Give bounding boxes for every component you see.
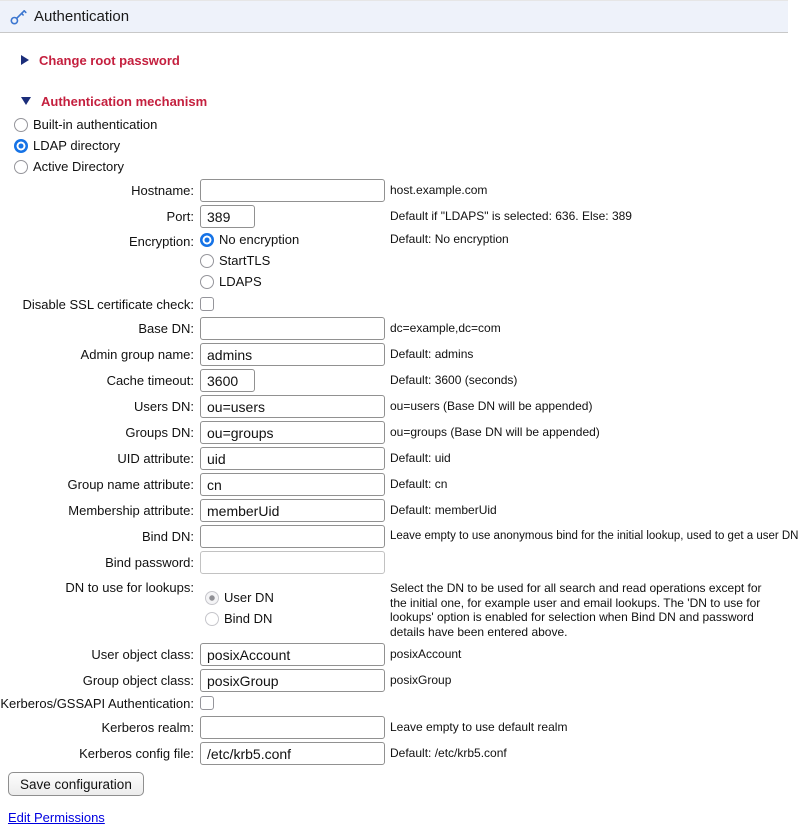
base-dn-row <box>0 317 788 340</box>
bind-dn-row <box>0 525 799 548</box>
mechanism-option-ldap[interactable] <box>14 137 788 154</box>
lookup-dn-hint: Select the DN to be used for all search and read operations except for the initial one, for example user and email lookups. The 'DN to use for lookups' option is enabled for selection when Bind DN and password details have been entered above. <box>390 581 762 639</box>
uid-attribute-hint: Default: uid <box>390 451 451 465</box>
encryption-option-none[interactable] <box>200 231 299 248</box>
user-object-class-input[interactable] <box>200 643 385 666</box>
disable-ssl-check-row <box>0 296 788 313</box>
kerberos-realm-hint: Leave empty to use default realm <box>390 720 568 734</box>
groups-dn-row <box>0 421 788 444</box>
lookup-option-bind-dn <box>205 610 274 627</box>
section-authentication-mechanism[interactable] <box>0 93 788 109</box>
admin-group-label: Admin group name: <box>80 347 194 362</box>
radio-disabled-selected-icon <box>205 591 219 605</box>
group-name-attribute-row <box>0 473 788 496</box>
cache-timeout-hint: Default: 3600 (seconds) <box>390 373 518 387</box>
radio-unselected-icon <box>14 160 28 174</box>
bind-password-label: Bind password: <box>105 555 194 570</box>
bind-password-input[interactable] <box>200 551 385 574</box>
encryption-option-ldaps[interactable] <box>200 273 299 290</box>
radio-unselected-icon <box>200 275 214 289</box>
port-label: Port: <box>166 209 194 224</box>
port-hint: Default if "LDAPS" is selected: 636. Else: 389 <box>390 209 632 223</box>
kerberos-gssapi-label: Kerberos/GSSAPI Authentication: <box>0 696 194 711</box>
membership-attribute-input[interactable] <box>200 499 385 522</box>
bind-dn-hint: Leave empty to use anonymous bind for the initial lookup, used to get a user DN <box>390 530 799 542</box>
group-name-attribute-input[interactable] <box>200 473 385 496</box>
base-dn-label: Base DN: <box>138 321 194 336</box>
groups-dn-hint: ou=groups (Base DN will be appended) <box>390 425 600 439</box>
mechanism-radio-group <box>0 116 788 175</box>
admin-group-row <box>0 343 788 366</box>
kerberos-config-input[interactable] <box>200 742 385 765</box>
radio-disabled-icon <box>205 612 219 626</box>
radio-label: Active Directory <box>33 159 125 174</box>
kerberos-realm-label: Kerberos realm: <box>101 720 194 735</box>
page-title: Authentication <box>34 8 130 25</box>
hostname-hint: host.example.com <box>390 183 488 197</box>
kerberos-gssapi-row <box>0 695 788 712</box>
bind-password-row <box>0 551 788 574</box>
encryption-row <box>0 231 788 290</box>
section-label: Change root password <box>39 52 180 68</box>
section-label: Authentication mechanism <box>41 93 208 109</box>
save-configuration-button[interactable]: Save configuration <box>8 772 144 796</box>
encryption-label: Encryption: <box>128 234 194 249</box>
user-object-class-row <box>0 643 788 666</box>
kerberos-realm-input[interactable] <box>200 716 385 739</box>
section-change-root-password[interactable] <box>0 52 788 68</box>
users-dn-row <box>0 395 788 418</box>
port-input[interactable] <box>200 205 255 228</box>
disable-ssl-check-label: Disable SSL certificate check: <box>22 297 194 312</box>
membership-attribute-hint: Default: memberUid <box>390 503 497 517</box>
uid-attribute-label: UID attribute: <box>117 451 194 466</box>
encryption-hint: Default: No encryption <box>390 232 509 246</box>
radio-label: Bind DN <box>224 611 273 626</box>
membership-attribute-row <box>0 499 788 522</box>
radio-unselected-icon <box>14 118 28 132</box>
bind-dn-label: Bind DN: <box>141 529 194 544</box>
radio-label: LDAP directory <box>33 138 121 153</box>
radio-unselected-icon <box>200 254 214 268</box>
encryption-option-starttls[interactable] <box>200 252 299 269</box>
users-dn-hint: ou=users (Base DN will be appended) <box>390 399 593 413</box>
users-dn-label: Users DN: <box>134 399 194 414</box>
radio-label: Built-in authentication <box>33 117 158 132</box>
group-object-class-hint: posixGroup <box>390 673 452 687</box>
radio-label: User DN <box>224 590 274 605</box>
radio-selected-icon <box>200 233 214 247</box>
base-dn-input[interactable] <box>200 317 385 340</box>
admin-group-hint: Default: admins <box>390 347 474 361</box>
disable-ssl-checkbox[interactable] <box>200 297 214 311</box>
hostname-row <box>0 179 788 202</box>
kerberos-config-label: Kerberos config file: <box>79 746 194 761</box>
lookup-dn-row <box>0 577 788 639</box>
radio-selected-icon <box>14 139 28 153</box>
key-icon <box>9 8 27 26</box>
kerberos-config-row <box>0 742 788 765</box>
kerberos-gssapi-checkbox[interactable] <box>200 696 214 710</box>
radio-label: StartTLS <box>219 253 271 268</box>
expanded-triangle-icon <box>21 97 31 105</box>
user-object-class-hint: posixAccount <box>390 647 462 661</box>
admin-group-input[interactable] <box>200 343 385 366</box>
mechanism-option-builtin[interactable] <box>14 116 788 133</box>
ldap-settings-form <box>0 179 799 765</box>
lookup-option-user-dn <box>205 589 274 606</box>
bind-dn-input[interactable] <box>200 525 385 548</box>
cache-timeout-label: Cache timeout: <box>106 373 194 388</box>
group-object-class-input[interactable] <box>200 669 385 692</box>
lookup-dn-label: DN to use for lookups: <box>65 580 194 595</box>
membership-attribute-label: Membership attribute: <box>68 503 194 518</box>
lookup-dn-radio-group <box>200 589 274 627</box>
kerberos-realm-row <box>0 716 788 739</box>
group-object-class-row <box>0 669 788 692</box>
base-dn-hint: dc=example,dc=com <box>390 321 501 335</box>
hostname-label: Hostname: <box>131 183 194 198</box>
group-object-class-label: Group object class: <box>82 673 194 688</box>
groups-dn-input[interactable] <box>200 421 385 444</box>
port-row <box>0 205 788 228</box>
groups-dn-label: Groups DN: <box>125 425 194 440</box>
hostname-input[interactable] <box>200 179 385 202</box>
user-object-class-label: User object class: <box>91 647 194 662</box>
radio-label: No encryption <box>219 232 300 247</box>
mechanism-option-active-directory[interactable] <box>14 158 788 175</box>
cache-timeout-row <box>0 369 788 392</box>
cache-timeout-input[interactable] <box>200 369 255 392</box>
kerberos-config-hint: Default: /etc/krb5.conf <box>390 746 507 760</box>
edit-permissions-link[interactable]: Edit Permissions <box>8 810 105 825</box>
collapsed-triangle-icon <box>21 55 29 65</box>
page-header <box>0 0 788 33</box>
uid-attribute-input[interactable] <box>200 447 385 470</box>
radio-label: LDAPS <box>219 274 262 289</box>
group-name-attribute-hint: Default: cn <box>390 477 448 491</box>
group-name-attribute-label: Group name attribute: <box>67 477 194 492</box>
encryption-radio-group <box>200 231 299 290</box>
users-dn-input[interactable] <box>200 395 385 418</box>
uid-attribute-row <box>0 447 788 470</box>
